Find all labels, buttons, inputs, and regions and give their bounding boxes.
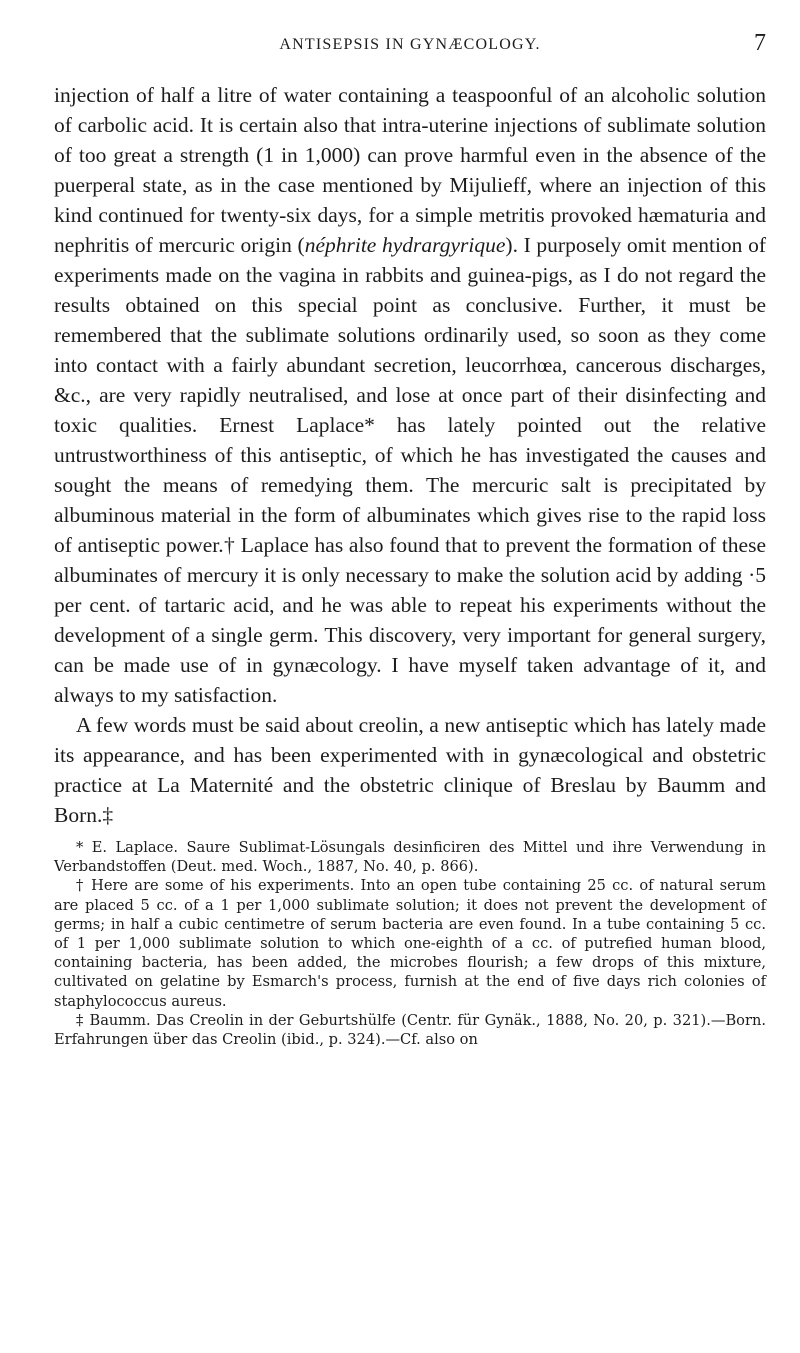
page-number: 7 [754, 30, 766, 56]
running-head: ANTISEPSIS IN GYNÆCOLOGY. [279, 36, 541, 53]
footnote-2: † Here are some of his experiments. Into an open tube containing 25 cc. of natural serum are placed 5 cc. of a 1 per 1,000 sublimate solution; it does not prevent the development of germs; in half a cubic centimetre of serum bacteria are even found. In a tube containing 5 cc. of 1 per 1,000 sublimate solution to which one-eighth of a cc. of putrefied human blood, containing bacteria, has been added, the microbes flourish; a few drops of this mixture, cultivated on gelatine by Esmarch's process, furnish at the end of five days rich colonies of staphylococcus aureus. [54, 877, 766, 1010]
footnotes [54, 838, 766, 1049]
paragraph-1-text-a: injection of half a litre of water containing a teaspoonful of an alcoholic solution of carbolic acid. It is certain also that intra-uterine injections of sublimate solution of too great a strength (1 in 1,000) can prove harmful even in the absence of the puerperal state, as in the case mentioned by Mijulieff, where an injection of this kind continued for twenty-six days, for a simple metritis provoked hæmaturia and nephritis of mercuric origin ( [54, 83, 766, 257]
paragraph-1-text-b: ). I purposely omit mention of experiments made on the vagina in rabbits and guinea-pigs, as I do not regard the results obtained on this special point as conclusive. Further, it must be remembered that the sublimate solutions ordinarily used, so soon as they come into contact with a fairly abundant secretion, leucorrhœa, cancerous discharges, &c., are very rapidly neutralised, and lose at once part of their disinfecting and toxic qualities. Ernest Laplace* has lately pointed out the relative untrustworthiness of this antiseptic, of which he has investigated the causes and sought the means of remedying them. The mercuric salt is precipitated by albuminous material in the form of albuminates which gives rise to the rapid loss of antiseptic power.† Laplace has also found that to prevent the formation of these albuminates of mercury it is only necessary to make the solution acid by adding ·5 per cent. of tartaric acid, and he was able to repeat his experiments without the development of a single germ. This discovery, very important for general surgery, can be made use of in gynæcology. I have myself taken advantage of it, and always to my satisfaction. [54, 233, 766, 707]
footnote-1: * E. Laplace. Saure Sublimat-Lösungals desinficiren des Mittel und ihre Verwendung in Verbandstoffen (Deut. med. Woch., 1887, No. 40, p. 866). [54, 839, 766, 876]
paragraph-1-italic-term: néphrite hydrargyrique [304, 233, 506, 257]
paragraph-2: A few words must be said about creolin, a new antiseptic which has lately made its appearance, and has been experimented with in gynæcological and obstetric practice at La Maternité and the obstetric clinique of Breslau by Baumm and Born.‡ [54, 713, 766, 827]
body-text [54, 80, 766, 830]
paragraph-1 [54, 80, 766, 710]
page-header [54, 0, 766, 62]
book-page [54, 0, 766, 1353]
footnote-3: ‡ Baumm. Das Creolin in der Geburtshülfe (Centr. für Gynäk., 1888, No. 20, p. 321).—Born. Erfahrungen über das Creolin (ibid., p. 324).—Cf. also on [54, 1011, 766, 1049]
